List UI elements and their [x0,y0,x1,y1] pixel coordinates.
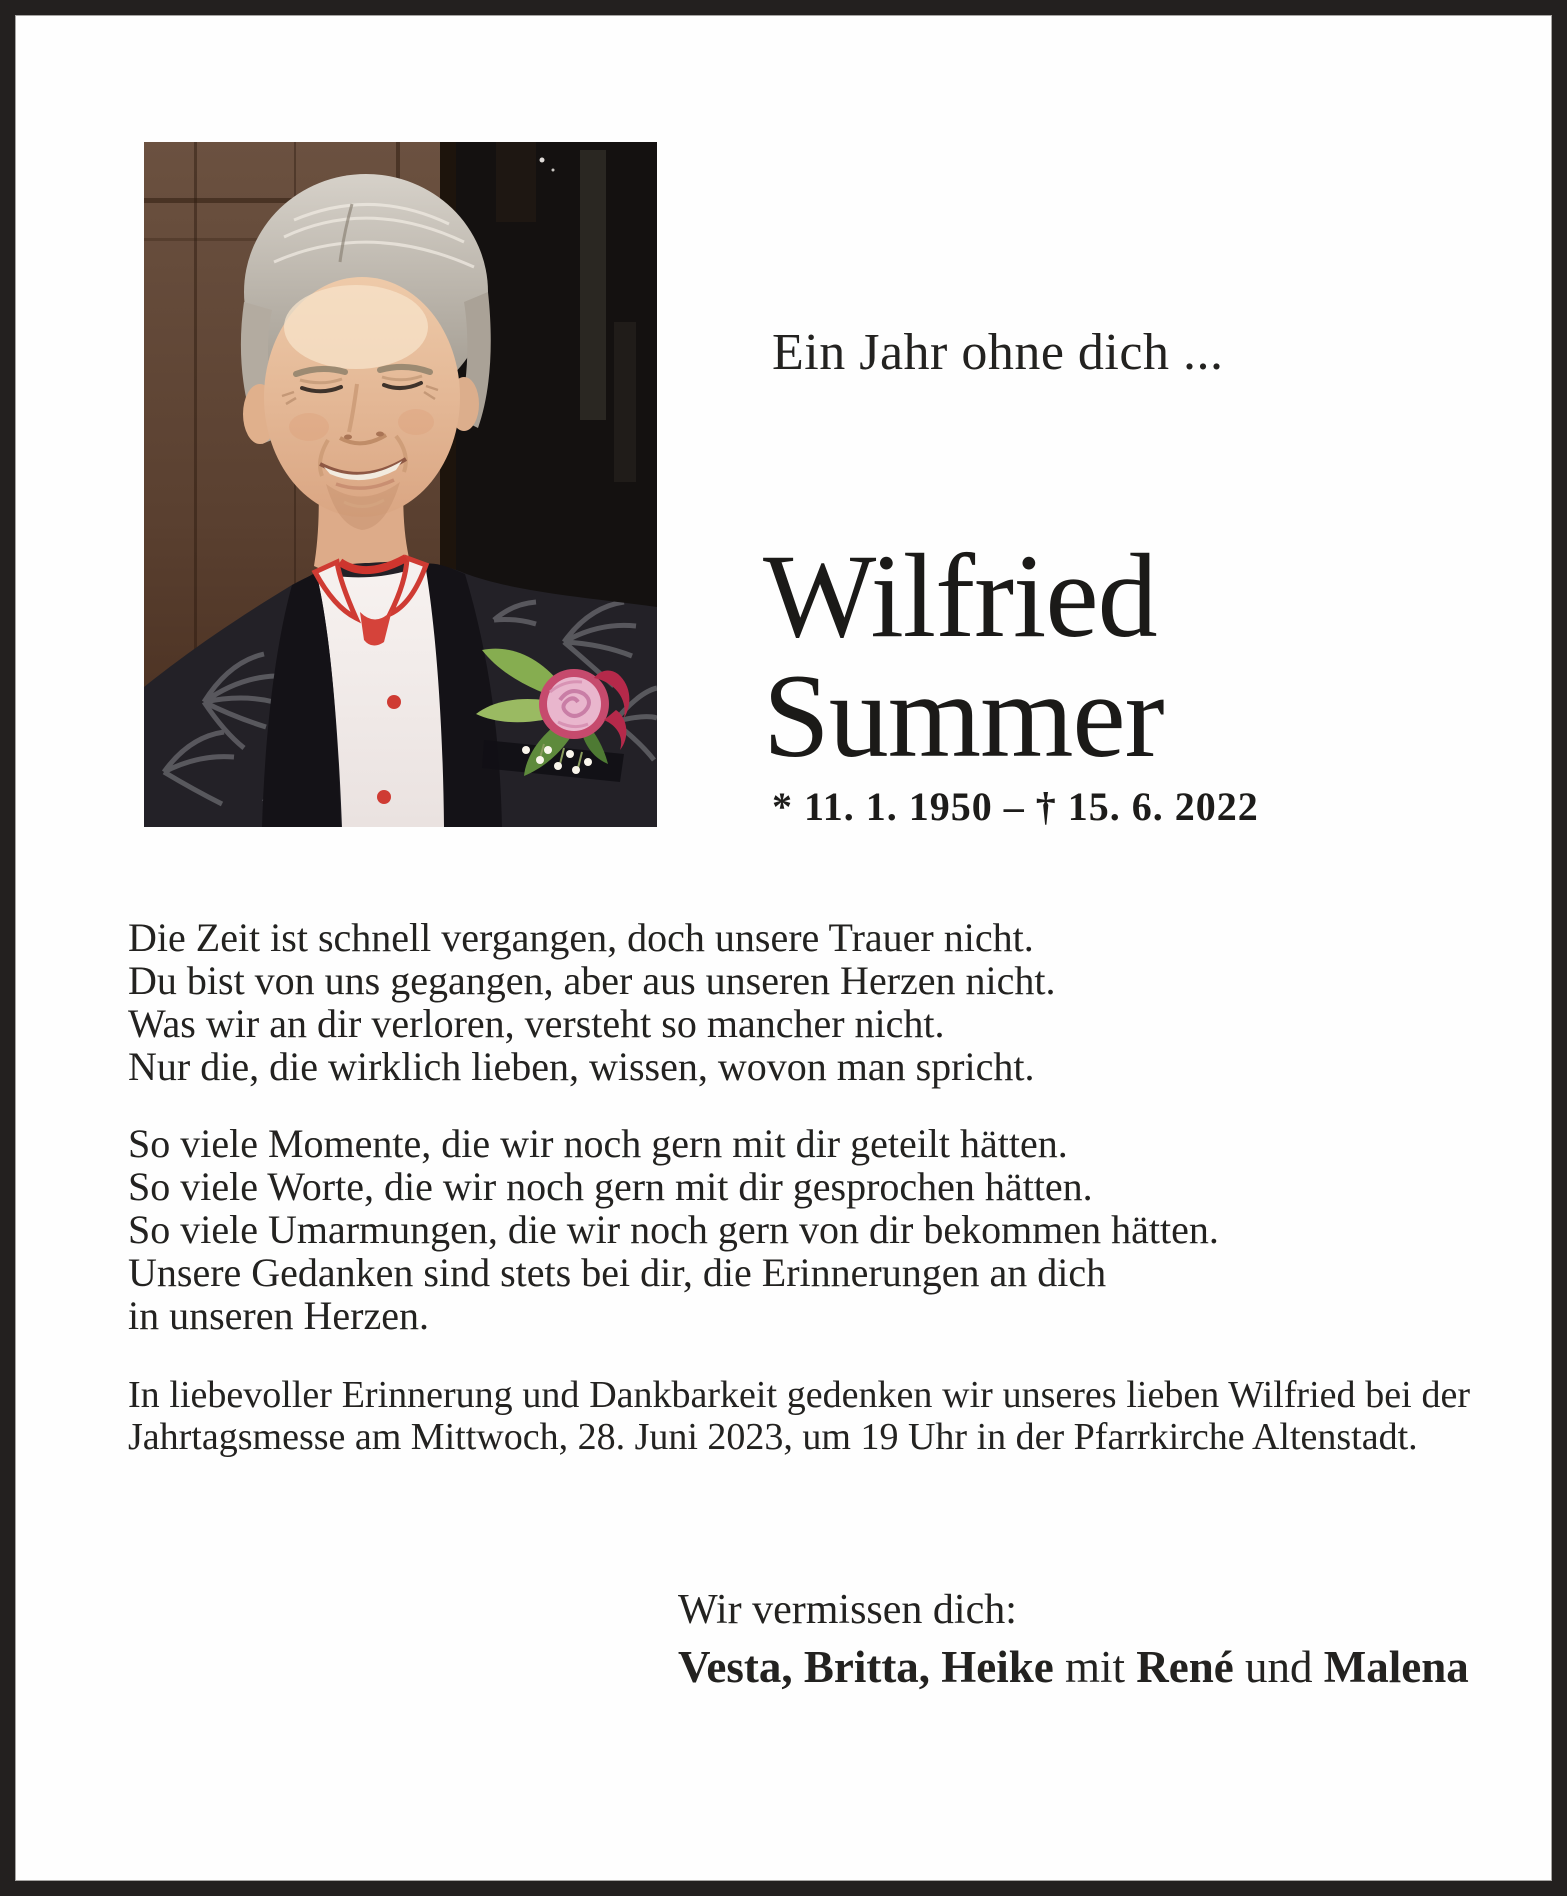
verse-line: So viele Umarmungen, die wir noch gern von dir bekommen hätten. [128,1207,1219,1252]
portrait-photo-graphic [144,142,657,827]
portrait-photo [144,142,657,827]
birth-death-dates: * 11. 1. 1950 – † 15. 6. 2022 [772,784,1259,829]
verse-line: So viele Momente, die wir noch gern mit dir geteilt hätten. [128,1121,1068,1166]
intro-line: Ein Jahr ohne dich ... [772,324,1224,381]
deceased-last-name: Summer [763,649,1164,782]
memorial-mass-announcement: In liebevoller Erinnerung und Dankbarkeit gedenken wir unseres lieben Wilfried bei der Jahrtagsmesse am Mittwoch, 28. Juni 2023, um 19 Uhr in der Pfarrkirche Altenstadt. [128,1374,1470,1458]
verse-line: Du bist von uns gegangen, aber aus unseren Herzen nicht. [128,958,1056,1003]
mourners-names [678,1641,1469,1693]
verse-line: So viele Worte, die wir noch gern mit dir gesprochen hätten. [128,1164,1093,1209]
connector-mit: mit [1053,1642,1137,1692]
connector-und: und [1233,1642,1324,1692]
mourner-malena: Malena [1323,1642,1469,1692]
mourners-group-1: Vesta, Britta, Heike [678,1642,1054,1692]
deceased-name [763,529,1164,782]
deceased-first-name: Wilfried [763,529,1157,662]
verse-line: Nur die, die wirklich lieben, wissen, wovon man spricht. [128,1044,1035,1089]
verse-line: Unsere Gedanken sind stets bei dir, die Erinnerungen an dich [128,1250,1107,1295]
closing-lead: Wir vermissen dich: [678,1587,1017,1633]
shirt-button [387,695,401,709]
verse-line: Was wir an dir verloren, versteht so mancher nicht. [128,1001,945,1046]
verse-stanza-2 [128,1122,1219,1337]
verse-line: Die Zeit ist schnell vergangen, doch unsere Trauer nicht. [128,915,1034,960]
verse-stanza-1 [128,916,1056,1088]
shirt-button [377,790,391,804]
verse-line: in unseren Herzen. [128,1293,429,1338]
mourner-rene: René [1136,1642,1234,1692]
